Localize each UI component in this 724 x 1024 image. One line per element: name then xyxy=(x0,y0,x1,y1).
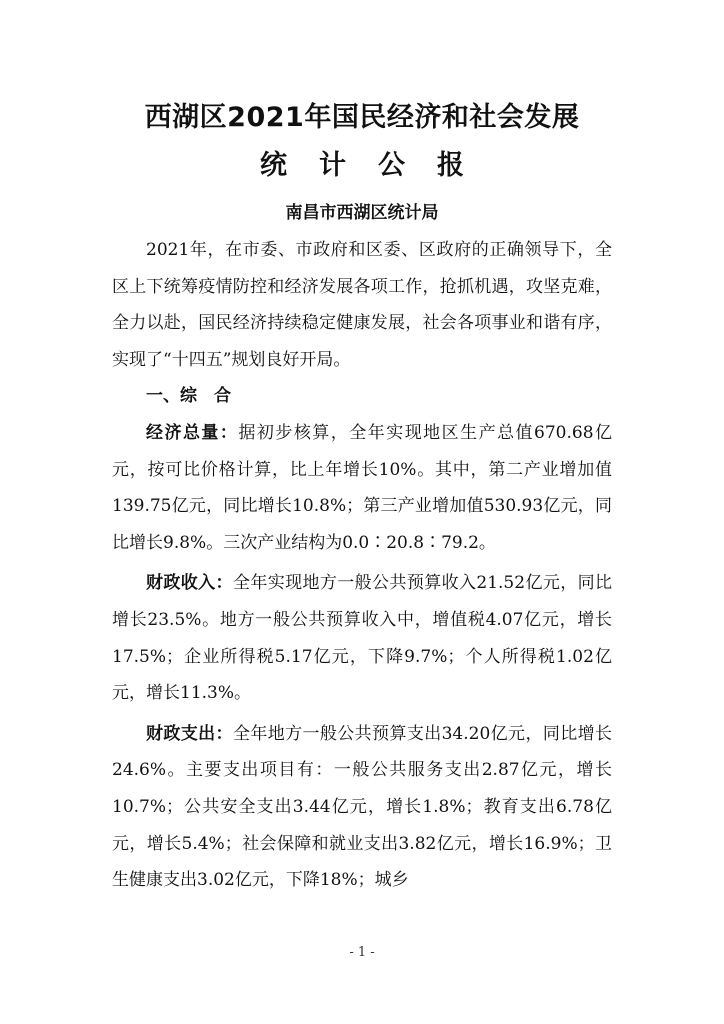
paragraph-fiscal-revenue xyxy=(112,565,612,711)
document-body xyxy=(112,232,612,899)
page-number: - 1 - xyxy=(349,945,375,960)
paragraph-fiscal-expenditure xyxy=(112,716,612,899)
paragraph-text: 全年地方一般公共预算支出34.20亿元，同比增长24.6%。主要支出项目有：一般公共服务支出2.87亿元，增长10.7%；公共安全支出3.44亿元，增长1.8%；教育支出6.78亿元，增长5.4%；社会保障和就业支出3.82亿元，增长16.9%；卫生健康支出3.02亿元，下降18%；城乡 xyxy=(112,723,613,891)
issuer-name: 南昌市西湖区统计局 xyxy=(285,203,439,223)
document-title-line2: 统计公报 xyxy=(260,150,496,181)
document-title-line1: 西湖区2021年国民经济和社会发展 xyxy=(144,102,580,133)
intro-paragraph: 2021年，在市委、市政府和区委、区政府的正确领导下，全区上下统筹疫情防控和经济发展各项工作，抢抓机遇，攻坚克难，全力以赴，国民经济持续稳定健康发展，社会各项事业和谐有序，实现了“十四五”规划良好开局。 xyxy=(112,240,612,370)
section-heading: 一、综 合 xyxy=(146,386,231,407)
paragraph-text: 全年实现地方一般公共预算收入21.52亿元，同比增长23.5%。地方一般公共预算收入中，增值税4.07亿元，增长17.5%；企业所得税5.17亿元，下降9.7%；个人所得税1.02亿元，增长11.3%。 xyxy=(112,573,613,704)
paragraph-text: 据初步核算，全年实现地区生产总值670.68亿元，按可比价格计算，比上年增长10%。其中，第二产业增加值139.75亿元，同比增长10.8%；第三产业增加值530.93亿元，同比增长9.8%。三次产业结构为0.0∶20.8∶79.2。 xyxy=(112,422,612,553)
paragraph-lead: 财政收入： xyxy=(146,573,233,594)
paragraph-lead: 财政支出： xyxy=(146,723,233,744)
paragraph-economic-total xyxy=(112,415,612,561)
paragraph-lead: 经济总量： xyxy=(146,422,239,443)
